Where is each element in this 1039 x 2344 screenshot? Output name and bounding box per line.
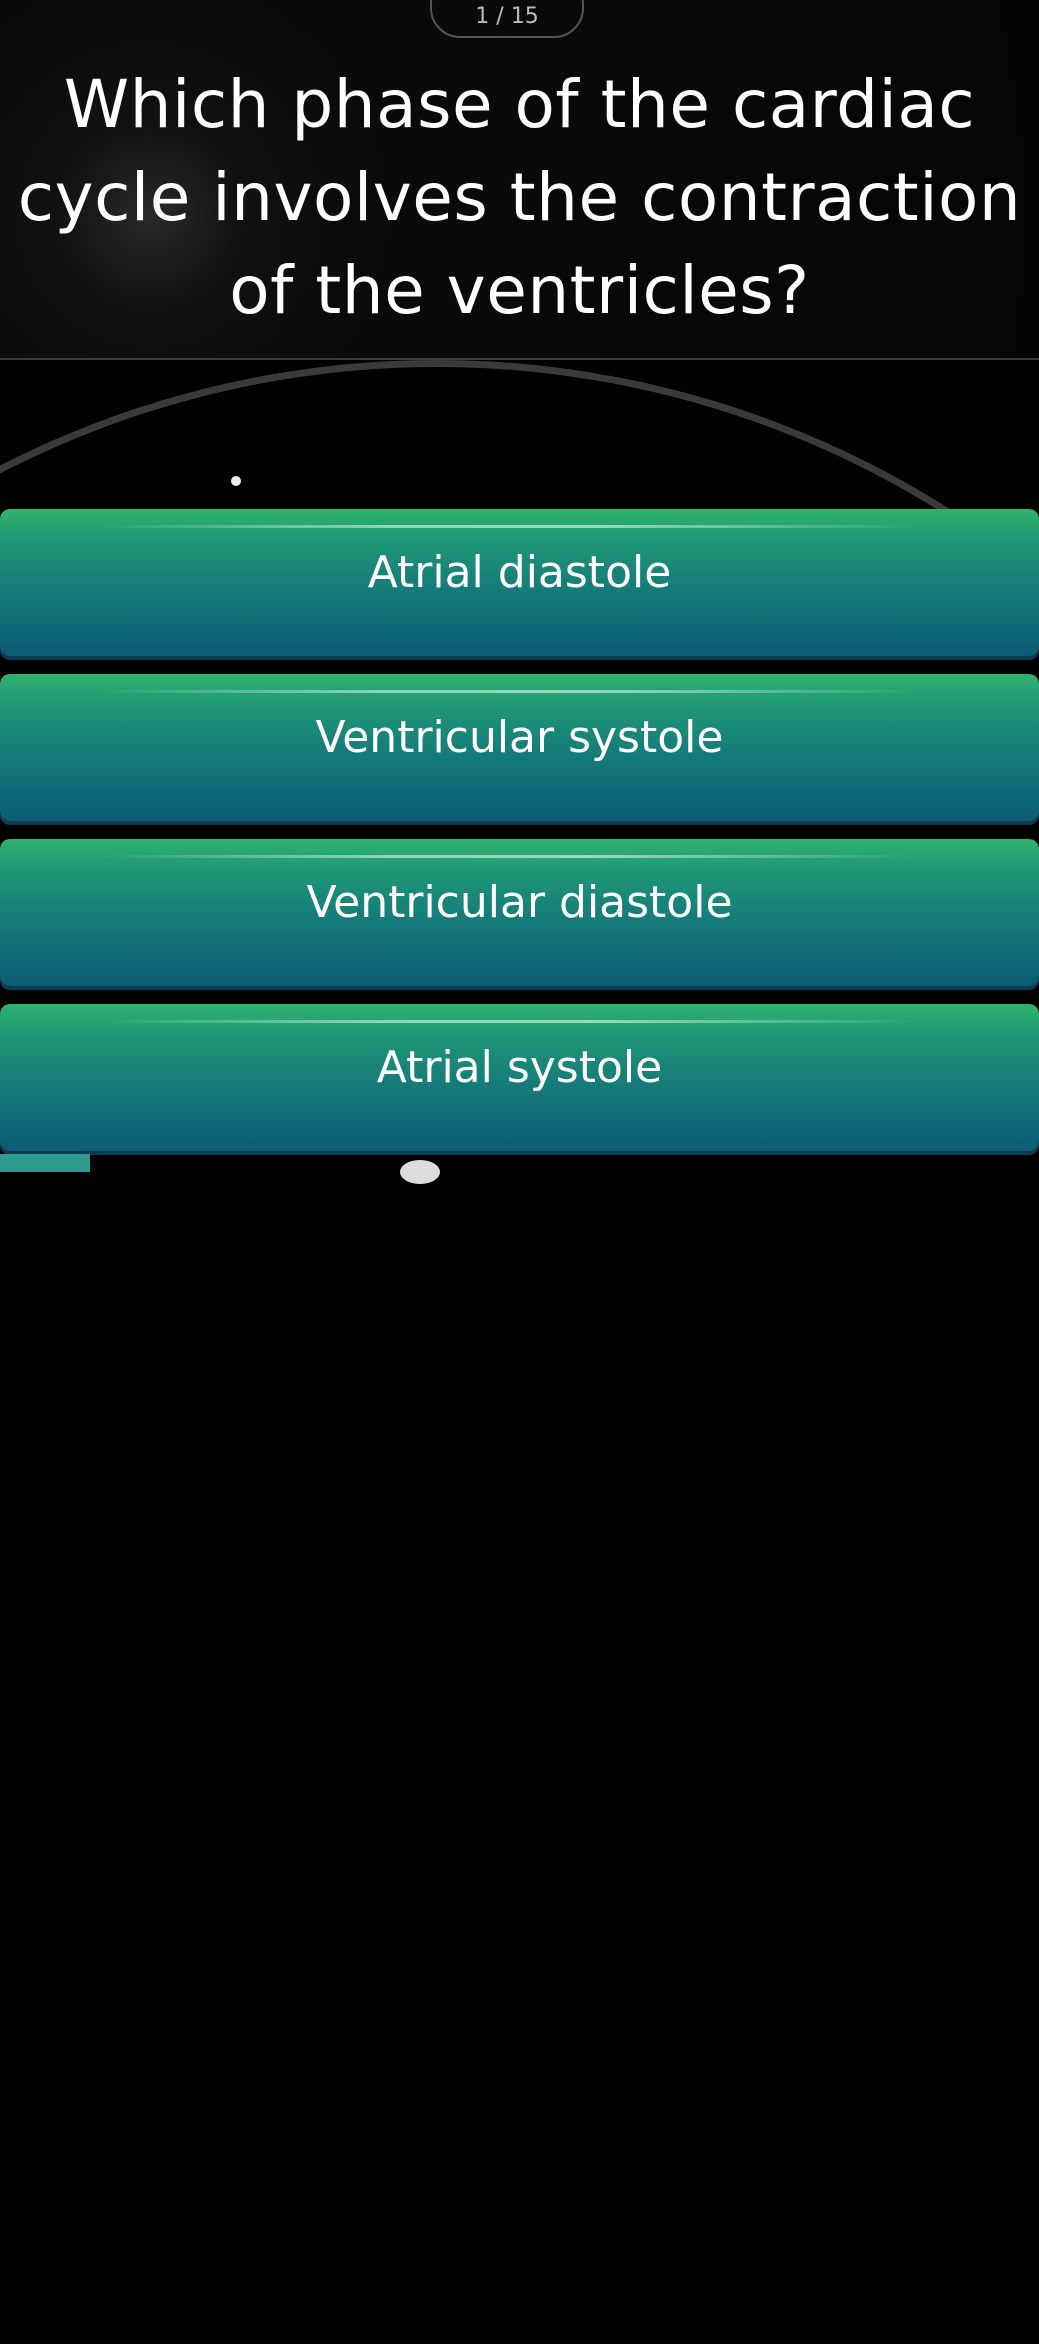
- answer-option-3[interactable]: [0, 839, 1039, 986]
- answer-label: Atrial systole: [376, 1042, 663, 1093]
- question-counter: [430, 0, 584, 38]
- question-panel: [0, 0, 1039, 360]
- background-dot: [231, 476, 241, 486]
- answer-option-1[interactable]: [0, 509, 1039, 656]
- answer-shine: [100, 855, 919, 858]
- answer-label: Ventricular diastole: [306, 877, 733, 928]
- question-text: Which phase of the cardiac cycle involves the contraction of the ventricles?: [17, 66, 1022, 329]
- answer-option-4[interactable]: [0, 1004, 1039, 1151]
- answer-shine: [100, 690, 919, 693]
- answer-shine: [100, 1020, 919, 1023]
- bottom-handle: [400, 1160, 440, 1184]
- bottom-edge-decoration: [0, 1154, 90, 1172]
- question-counter-text: 1 / 15: [475, 4, 539, 29]
- answer-label: Ventricular systole: [315, 712, 724, 763]
- answer-option-2[interactable]: [0, 674, 1039, 821]
- answer-label: Atrial diastole: [367, 547, 672, 598]
- answer-shine: [100, 525, 919, 528]
